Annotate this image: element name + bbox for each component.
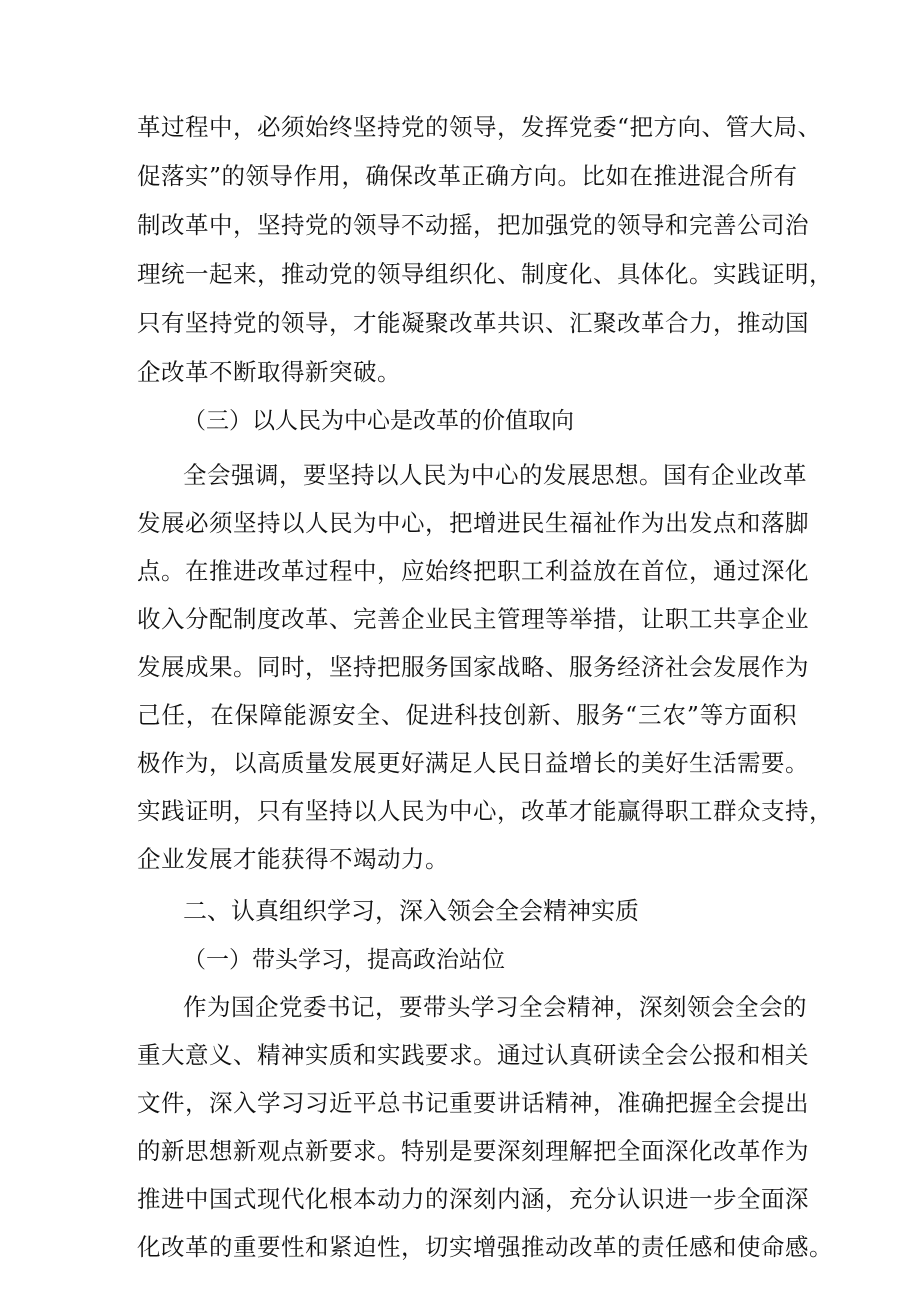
paragraph-line: 的新思想新观点新要求。特别是要深刻理解把全面深化改革作为 (137, 1137, 809, 1165)
paragraph-line: 企改革不断取得新突破。 (137, 358, 401, 386)
paragraph-line: 点。在推进改革过程中，应始终把职工利益放在首位，通过深化 (137, 557, 809, 585)
paragraph-line: 发展成果。同时，坚持把服务国家战略、服务经济社会发展作为 (137, 653, 809, 681)
paragraph-first-line: 作为国企党委书记，要带头学习全会精神，深刻领会全会的 (183, 993, 807, 1021)
paragraph-line: 只有坚持党的领导，才能凝聚改革共识、汇聚改革合力，推动国 (137, 309, 809, 337)
paragraph-line: 重大意义、精神实质和实践要求。通过认真研读全会公报和相关 (137, 1041, 809, 1069)
paragraph-line: 化改革的重要性和紧迫性，切实增强推动改革的责任感和使命感。 (137, 1233, 833, 1261)
paragraph-line: 革过程中，必须始终坚持党的领导，发挥党委“把方向、管大局、 (137, 113, 822, 141)
paragraph-line: 文件，深入学习习近平总书记重要讲话精神，准确把握全会提出 (137, 1089, 809, 1117)
subheading: （一）带头学习，提高政治站位 (183, 947, 505, 973)
paragraph-line: 理统一起来，推动党的领导组织化、制度化、具体化。实践证明， (137, 260, 833, 288)
paragraph-line: 极作为，以高质量发展更好满足人民日益增长的美好生活需要。 (137, 749, 809, 777)
subheading: （三）以人民为中心是改革的价值取向 (183, 408, 574, 434)
section-heading: 二、认真组织学习，深入领会全会精神实质 (183, 897, 639, 925)
paragraph-line: 制改革中，坚持党的领导不动摇，把加强党的领导和完善公司治 (137, 211, 809, 239)
paragraph-line: 实践证明，只有坚持以人民为中心，改革才能赢得职工群众支持， (137, 797, 833, 825)
paragraph-line: 发展必须坚持以人民为中心，把增进民生福祉作为出发点和落脚 (137, 509, 809, 537)
paragraph-line: 促落实”的领导作用，确保改革正确方向。比如在推进混合所有 (137, 162, 798, 190)
paragraph-line: 企业发展才能获得不竭动力。 (137, 845, 449, 873)
paragraph-line: 己任，在保障能源安全、促进科技创新、服务“三农”等方面积 (137, 701, 797, 729)
paragraph-line: 收入分配制度改革、完善企业民主管理等举措，让职工共享企业 (137, 605, 809, 633)
paragraph-first-line: 全会强调，要坚持以人民为中心的发展思想。国有企业改革 (183, 461, 807, 489)
paragraph-line: 推进中国式现代化根本动力的深刻内涵，充分认识进一步全面深 (137, 1185, 809, 1213)
